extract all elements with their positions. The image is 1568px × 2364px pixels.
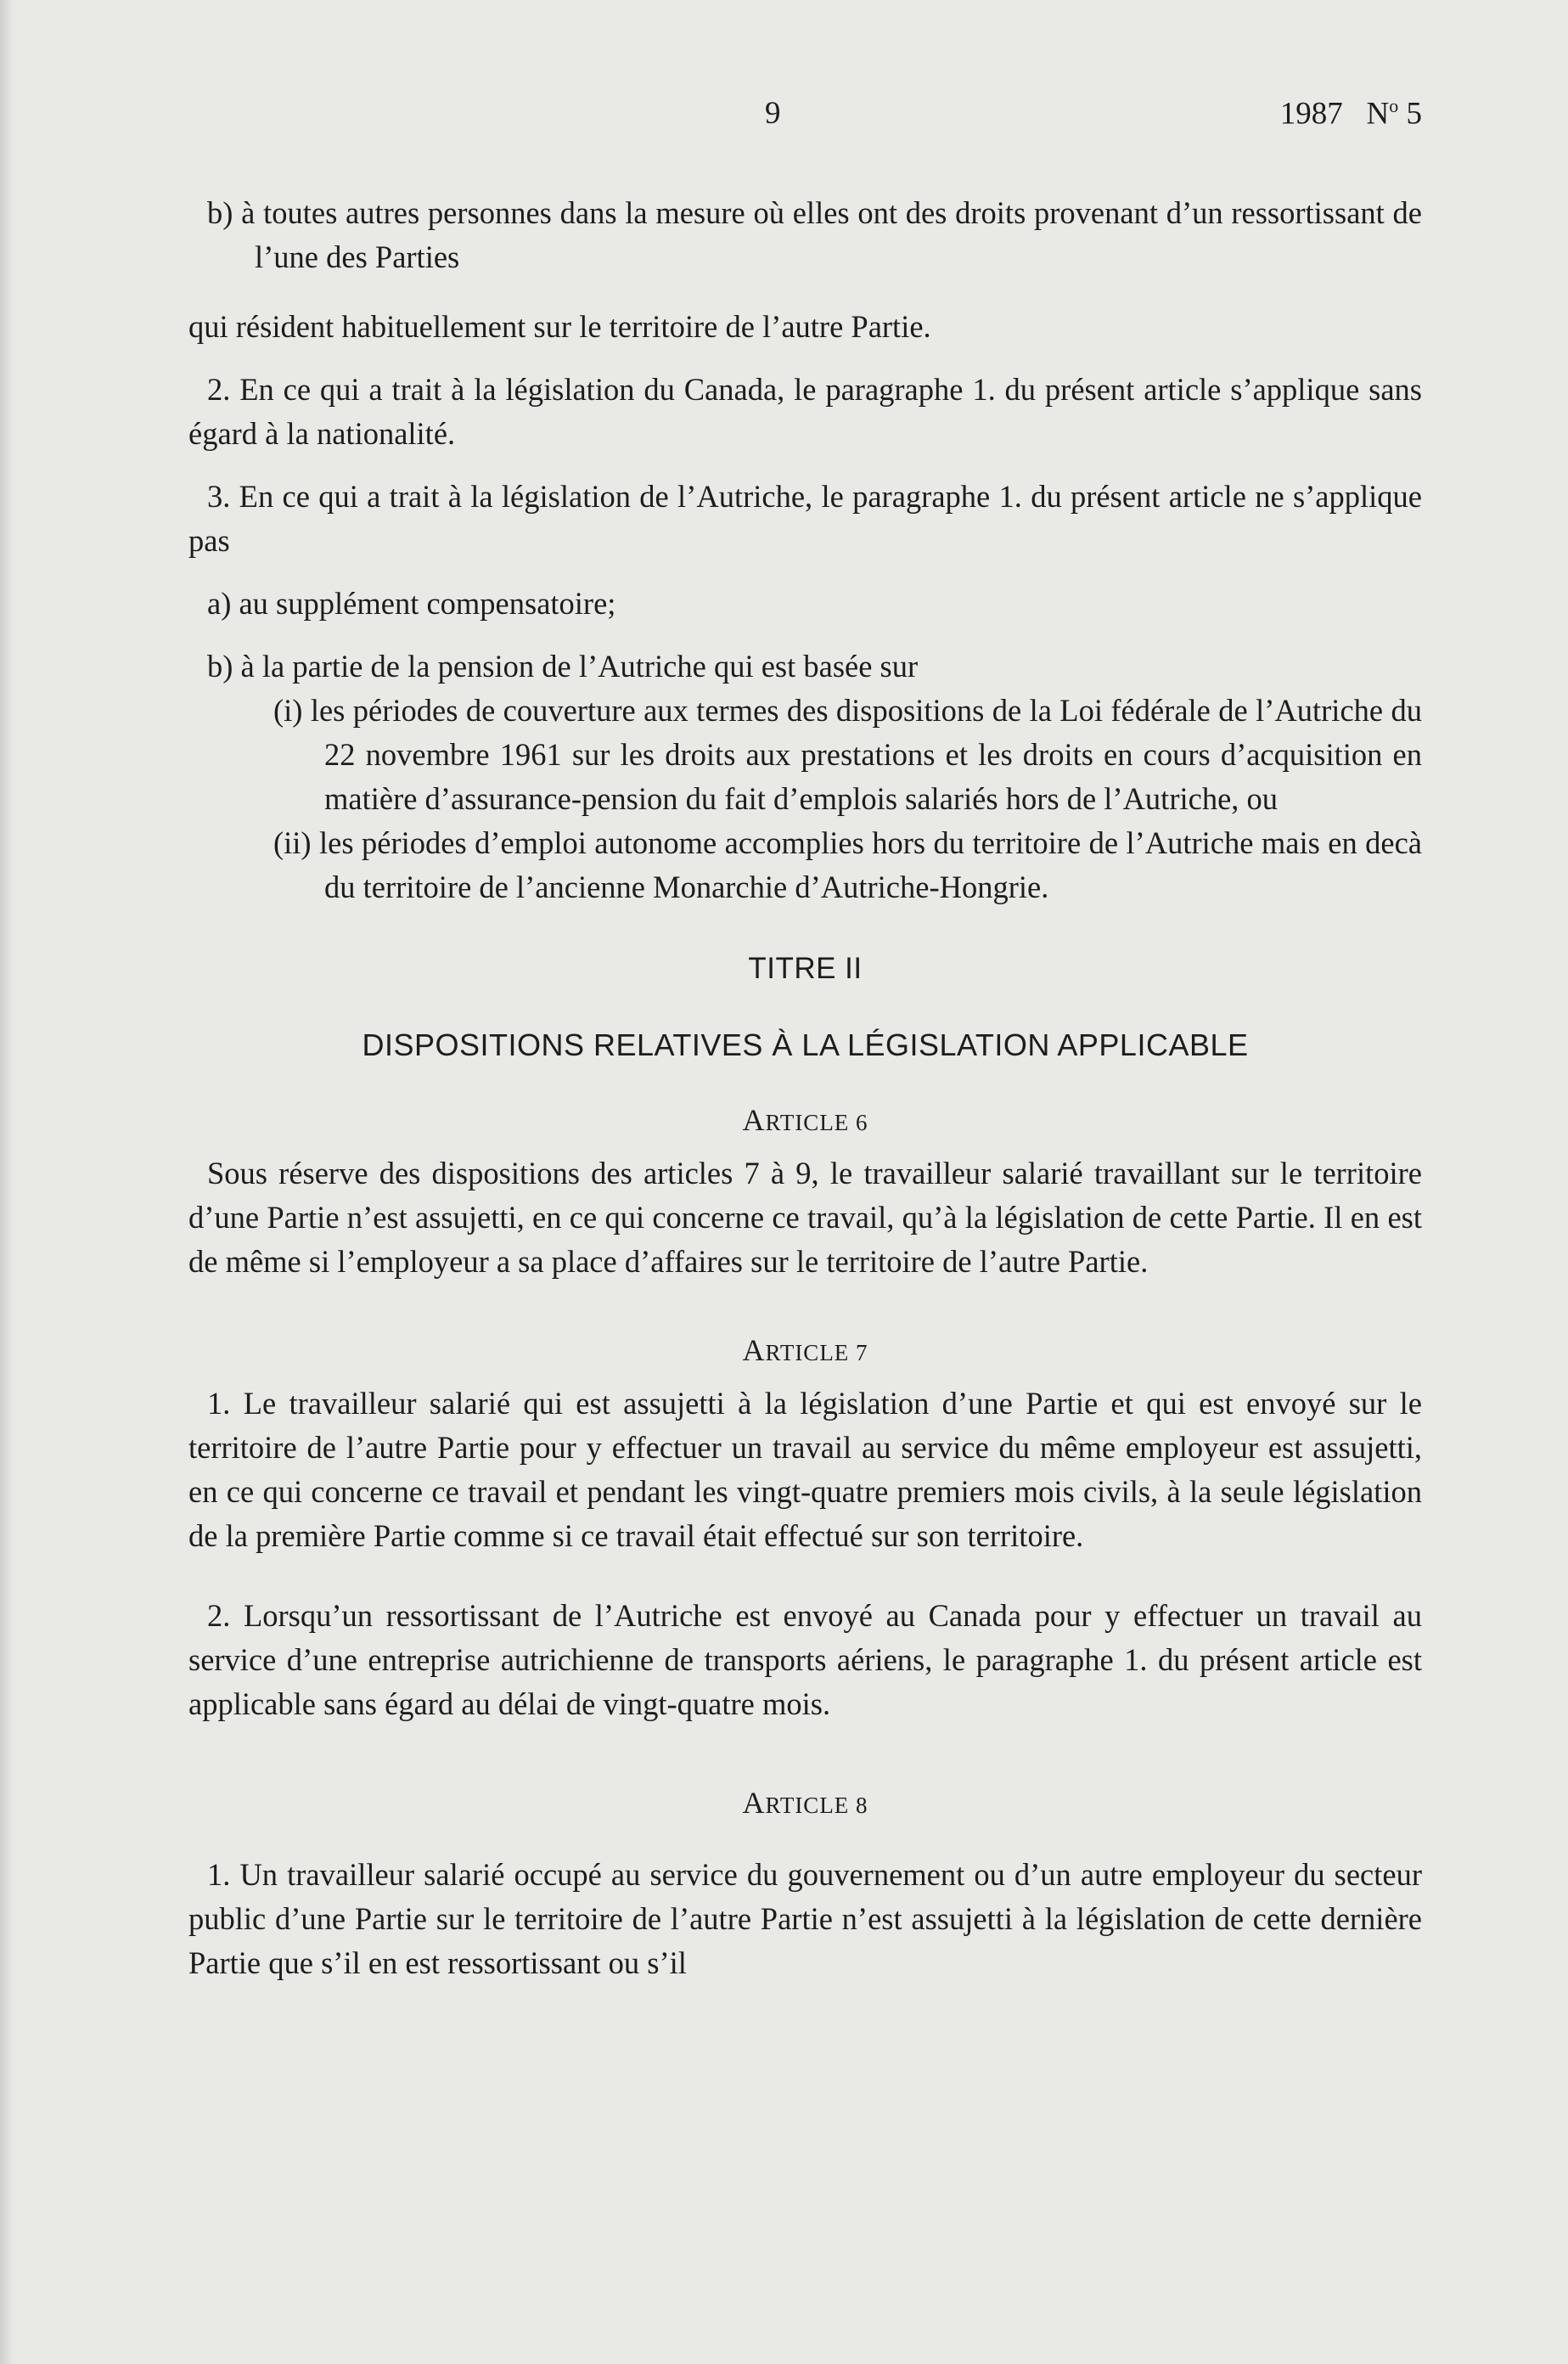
issue-prefix: N	[1366, 96, 1390, 132]
article-7-paragraph-1: 1. Le travailleur salarié qui est assujetti à la législation d’une Partie et qui est envoyé sur le territoire de l’autre Partie pour y effectuer un travail au service du même employeur est assujetti, en ce qui concerne ce travail et pendant les vingt-quatre premiers mois civils, à la seule législation de la première Partie comme si ce travail était effectué sur son territoire.	[188, 1386, 1422, 1553]
article-7-rest: RTICLE 7	[765, 1340, 868, 1365]
paragraph-2-canada: 2. En ce qui a trait à la législation du Canada, le paragraphe 1. du présent article s’applique sans égard à la nationalité.	[188, 372, 1422, 451]
article-8-rest: RTICLE 8	[765, 1793, 868, 1818]
article-8-heading	[188, 1781, 1422, 1827]
paragraph-3-austria: 3. En ce qui a trait à la législation de l’Autriche, le paragraphe 1. du présent article ne s’applique pas	[188, 479, 1422, 558]
page-number: 9	[765, 96, 781, 131]
list-item-a: a) au supplément compensatoire;	[207, 586, 616, 621]
article-6-heading	[188, 1098, 1422, 1145]
article-6-initial: A	[742, 1103, 766, 1137]
dispositions-heading: DISPOSITIONS RELATIVES À LA LÉGISLATION APPLICABLE	[362, 1027, 1249, 1062]
article-7-paragraph-2: 2. Lorsqu’un ressortissant de l’Autriche est envoyé au Canada pour y effectuer un travail au service d’une entreprise autrichienne de transports aériens, le paragraphe 1. du présent article est applicable sans égard au délai de vingt-quatre mois.	[188, 1598, 1422, 1721]
article-8-paragraph-1: 1. Un travailleur salarié occupé au service du gouvernement ou d’un autre employeur du secteur public d’une Partie sur le territoire de l’autre Partie n’est assujetti à la législation de cette dernière Partie que s’il en est ressortissant ou s’il	[188, 1857, 1422, 1980]
list-item-i: (i) les périodes de couverture aux termes des dispositions de la Loi fédérale de l’Autriche du 22 novembre 1961 sur les droits aux prestations et les droits en cours d’acquisition en matière d’assurance-pension du fait d’emplois salariés hors de l’Autriche, ou	[273, 693, 1422, 816]
list-item-b: b) à la partie de la pension de l’Autriche qui est basée sur	[207, 649, 919, 684]
page-header	[188, 95, 1422, 146]
paragraph-b-other-persons: b) à toutes autres personnes dans la mesure où elles ont des droits provenant d’un ressortissant de l’une des Parties	[207, 195, 1422, 274]
page-binding-edge	[0, 0, 17, 2364]
issue-number: 5	[1398, 96, 1422, 132]
list-item-ii: (ii) les périodes d’emploi autonome accomplies hors du territoire de l’Autriche mais en decà du territoire de l’ancienne Monarchie d’Autriche-Hongrie.	[273, 825, 1422, 904]
article-7-initial: A	[742, 1333, 766, 1367]
article-8-initial: A	[742, 1786, 766, 1820]
article-6-text: Sous réserve des dispositions des articles 7 à 9, le travailleur salarié travaillant sur le territoire d’une Partie n’est assujetti, en ce qui concerne ce travail, qu’à la législation de cette Partie. Il en est de même si l’employeur a sa place d’affaires sur le territoire de l’autre Partie.	[188, 1156, 1422, 1279]
titre-heading: TITRE II	[748, 952, 863, 985]
issue-reference	[1280, 95, 1422, 132]
issue-suffix: o	[1389, 95, 1399, 116]
paragraph-reside: qui résident habituellement sur le territoire de l’autre Partie.	[188, 309, 931, 344]
issue-year: 1987	[1279, 96, 1343, 132]
document-body	[188, 191, 1422, 1985]
article-7-heading	[188, 1328, 1422, 1375]
article-6-rest: RTICLE 6	[765, 1110, 868, 1135]
